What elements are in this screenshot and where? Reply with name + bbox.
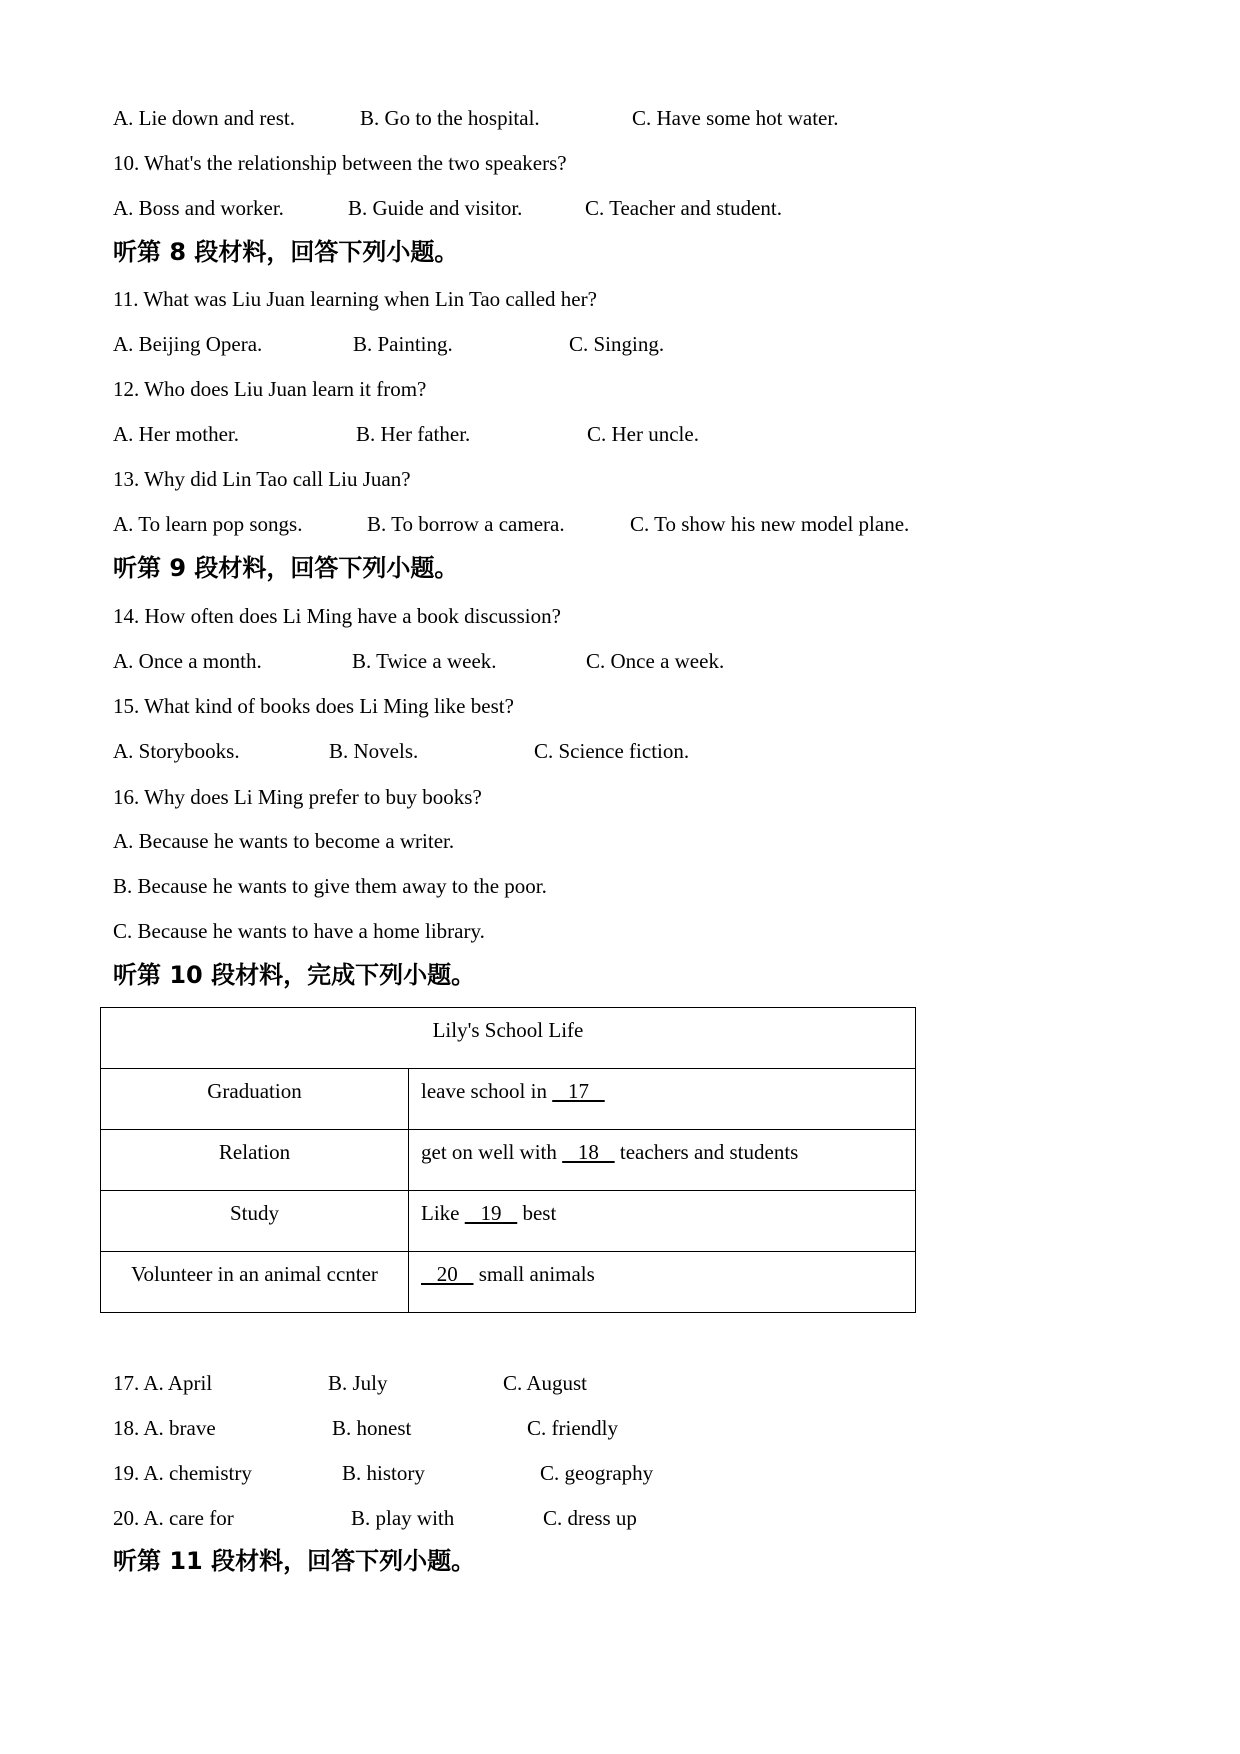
q13-option-b: B. To borrow a camera. <box>367 512 565 536</box>
table-row <box>101 1069 916 1130</box>
q12-option-b: B. Her father. <box>356 422 471 446</box>
section-10-heading: 听第 10 段材料，完成下列小题。 <box>113 961 476 989</box>
q9-option-a: A. Lie down and rest. <box>113 106 295 130</box>
q15-option-b: B. Novels. <box>329 739 419 763</box>
q16-option-b: B. Because he wants to give them away to the poor. <box>113 874 547 898</box>
q15-option-c: C. Science fiction. <box>534 739 690 763</box>
lily-school-life-table <box>100 1007 916 1313</box>
row-label: Volunteer in an animal ccnter <box>101 1252 409 1313</box>
table-row <box>101 1252 916 1313</box>
q9-option-c: C. Have some hot water. <box>632 106 839 130</box>
q11-option-a: A. Beijing Opera. <box>113 332 263 356</box>
q17-option-b: B. July <box>328 1371 388 1395</box>
answer-blank-20: 20 <box>421 1262 474 1286</box>
table-row <box>101 1191 916 1252</box>
q19-option-c: C. geography <box>540 1461 654 1485</box>
q12-question: 12. Who does Liu Juan learn it from? <box>113 377 427 401</box>
q11-question: 11. What was Liu Juan learning when Lin Tao called her? <box>113 287 597 311</box>
section-11-heading: 听第 11 段材料，回答下列小题。 <box>113 1547 476 1575</box>
q13-question: 13. Why did Lin Tao call Liu Juan? <box>113 467 411 491</box>
q20-option-c: C. dress up <box>543 1506 637 1530</box>
row-text-pre: leave school in <box>421 1079 553 1103</box>
answer-blank-17: 17 <box>552 1079 605 1103</box>
row-content <box>409 1252 916 1313</box>
row-content <box>409 1069 916 1130</box>
q10-option-c: C. Teacher and student. <box>585 196 782 220</box>
table-title: Lily's School Life <box>101 1008 916 1069</box>
q16-option-a: A. Because he wants to become a writer. <box>113 829 455 853</box>
answer-blank-19: 19 <box>464 1201 518 1225</box>
row-text-pre: Like <box>421 1201 465 1225</box>
q17-option-c: C. August <box>503 1371 588 1395</box>
q10-question: 10. What's the relationship between the two speakers? <box>113 151 567 175</box>
section-8-heading: 听第 8 段材料，回答下列小题。 <box>113 238 459 266</box>
table-row <box>101 1130 916 1191</box>
q18-option-c: C. friendly <box>527 1416 618 1440</box>
q14-option-b: B. Twice a week. <box>352 649 497 673</box>
row-text-post: best <box>517 1201 557 1225</box>
row-label: Study <box>101 1191 409 1252</box>
row-text-pre: get on well with <box>421 1140 563 1164</box>
q11-option-c: C. Singing. <box>569 332 665 356</box>
row-label: Graduation <box>101 1069 409 1130</box>
q14-question: 14. How often does Li Ming have a book discussion? <box>113 604 561 628</box>
q10-option-a: A. Boss and worker. <box>113 196 284 220</box>
row-content <box>409 1130 916 1191</box>
q12-option-a: A. Her mother. <box>113 422 239 446</box>
q19-option-a: 19. A. chemistry <box>113 1461 252 1485</box>
row-text-post: small animals <box>473 1262 595 1286</box>
row-content <box>409 1191 916 1252</box>
q15-option-a: A. Storybooks. <box>113 739 240 763</box>
q19-option-b: B. history <box>342 1461 425 1485</box>
q9-option-b: B. Go to the hospital. <box>360 106 540 130</box>
q16-option-c: C. Because he wants to have a home library. <box>113 919 485 943</box>
q10-option-b: B. Guide and visitor. <box>348 196 523 220</box>
table-title-row <box>101 1008 916 1069</box>
q20-option-a: 20. A. care for <box>113 1506 234 1530</box>
q17-option-a: 17. A. April <box>113 1371 213 1395</box>
q18-option-b: B. honest <box>332 1416 412 1440</box>
q11-option-b: B. Painting. <box>353 332 453 356</box>
q18-option-a: 18. A. brave <box>113 1416 216 1440</box>
section-9-heading: 听第 9 段材料，回答下列小题。 <box>113 554 459 582</box>
q12-option-c: C. Her uncle. <box>587 422 699 446</box>
q14-option-c: C. Once a week. <box>586 649 725 673</box>
q14-option-a: A. Once a month. <box>113 649 262 673</box>
q16-question: 16. Why does Li Ming prefer to buy books? <box>113 785 482 809</box>
q13-option-c: C. To show his new model plane. <box>630 512 910 536</box>
q20-option-b: B. play with <box>351 1506 455 1530</box>
row-label: Relation <box>101 1130 409 1191</box>
answer-blank-18: 18 <box>562 1140 615 1164</box>
row-text-post: teachers and students <box>614 1140 799 1164</box>
q15-question: 15. What kind of books does Li Ming like best? <box>113 694 514 718</box>
q13-option-a: A. To learn pop songs. <box>113 512 303 536</box>
